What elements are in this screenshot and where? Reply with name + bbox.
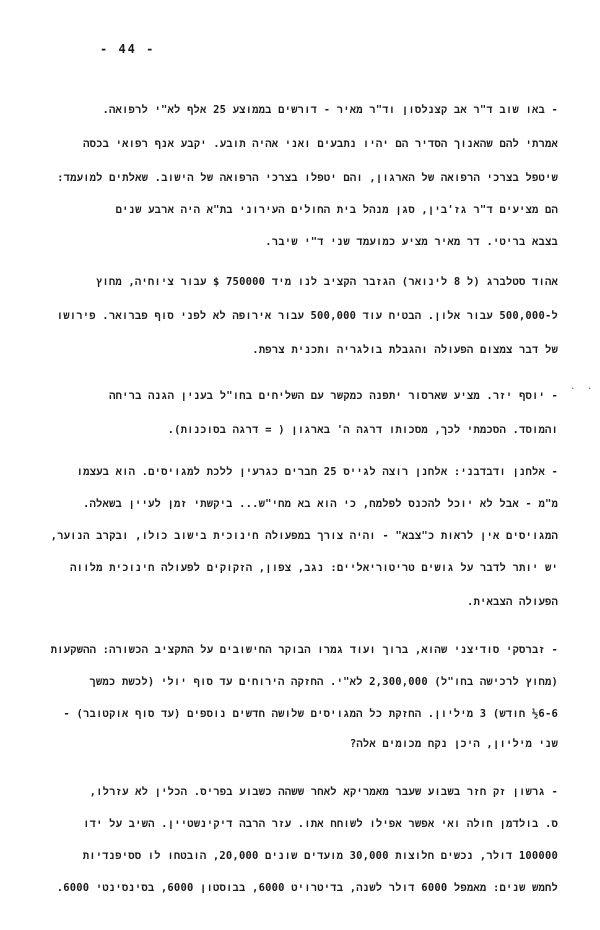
paragraph-5-line-4: שני מיליון, היכן נקח מכומים אלה?: [349, 738, 558, 750]
paragraph-2-line-3: של דבר צמצום הפעולה והגבלת בולגריה ותכנית צרפת.: [252, 344, 558, 356]
paragraph-6-line-3: 100000 דולר, נכשים חלוצות 30,000 מועדים שונים 20,000, הובטחו לו ססיפנדיות: [82, 850, 558, 862]
paragraph-4-line-2: מ"מ - אבל לא יוכל להכנס לפלמח, כי הוא בא מחי"ש... ביקשתי זמן לעיין בשאלה.: [82, 498, 558, 510]
paragraph-2-line-1: אהוד סטלברג (ל 8 לינואר) הגזבר הקציב לנו מיד 750000 $ עבור ציוחיה, מחוץ: [95, 276, 558, 288]
paragraph-5-line-2: (מחוץ לרכישה בחו"ל) 2,300,000 לא"י. החזקה הירוחים עד סוף יולי (לכשת כמשך: [89, 676, 558, 688]
paragraph-1-line-2: אמרתי להם שהאנוך הסדיר הם יהיו נתבעים ואני אהיה תובע. יקבע אנף רפואי בכסה: [83, 138, 558, 150]
margin-mark: . .: [570, 382, 596, 392]
paragraph-4-line-1: - אלחנן ודבדבני: אלחנן רוצה לגייס 25 חברים כגרעין ללכת למגויסים. הוא בעצמו: [76, 466, 558, 478]
paragraph-1-line-1: - באו שוב ד"ר אב קצנלסון וד"ר מאיר - דורשים בממוצע 25 אלף לא"י לרפואה.: [102, 104, 558, 116]
paragraph-4-line-3: המגויסים אין לראות כ"צבא" - והיה צורך במפעולה חינוכית בישוב כולו, ובקרב הנוער,: [50, 530, 558, 542]
paragraph-2-line-2: ל-500,000 עבור אלון. הבטיח עוד 500,000 עבור אירופה לא לפני סוף פברואר. פירושו: [56, 310, 558, 322]
paragraph-3-line-1: - יוסף יזר. מציע שארסור יתפנה כמקשר עם השליחים בחו"ל בענין הגנה בריחה: [109, 390, 558, 402]
paragraph-3-line-2: והמוסד. הסכמתי לכך, מסכותו דרגה ה' בארגון ( = דרגה בסוכנות).: [167, 424, 558, 436]
page-number: - 44 -: [100, 42, 156, 56]
paragraph-6-line-1: - גרשון זק חזר בשבוע שעבר מאמריקא לאחר ששהה כשבוע בפריס. הכלין לא עזרלו,: [89, 786, 558, 798]
paragraph-4-line-5: הפעולה הצבאית.: [466, 596, 558, 608]
paragraph-6-line-2: ס. בולדמן חולה ואי אפשר אפילו לשוחח אתו. עזר הרבה דיקינשטיין. השיב על ידו: [83, 818, 558, 830]
paragraph-5-line-1: - זברסקי סודיצני שהוא, ברוך ועוד גמרו הבוקר החישובים על התקציב הכשורה: ההשקעות: [50, 644, 558, 656]
paragraph-5-line-3: 6-6½ חודש) 3 מיליון. החזקת כל המגויסים שלושה חדשים נוספים (עד סוף אוקטובר) -: [63, 708, 558, 720]
paragraph-1-line-4: הם מציעים ד"ר גז'בין, סגן מנהל בית החולים העירוני בת"א היה ארבע שנים: [115, 204, 558, 216]
paragraph-4-line-4: יש יותר לדבר על גושים טריטוריאליים: נגב, צפון, הזקוקים לפעולה חינוכית מלווה: [70, 562, 558, 574]
paragraph-1-line-5: בצבא בריטי. דר מאיר מציע כמועמד שני ד"י שיבר.: [265, 236, 558, 248]
paragraph-1-line-3: שיטפל בצרכי הרפואה של הארגון, והם יטפלו בצרכי הרפואה של הישוב. שאלתים למועמד:: [57, 172, 558, 184]
paragraph-6-line-4: לחמש שנים: מאמפל 6000 דולר לשנה, בדיטרויט 6000, בבוסטון 6000, בסינסינטי 6000.: [56, 882, 558, 894]
